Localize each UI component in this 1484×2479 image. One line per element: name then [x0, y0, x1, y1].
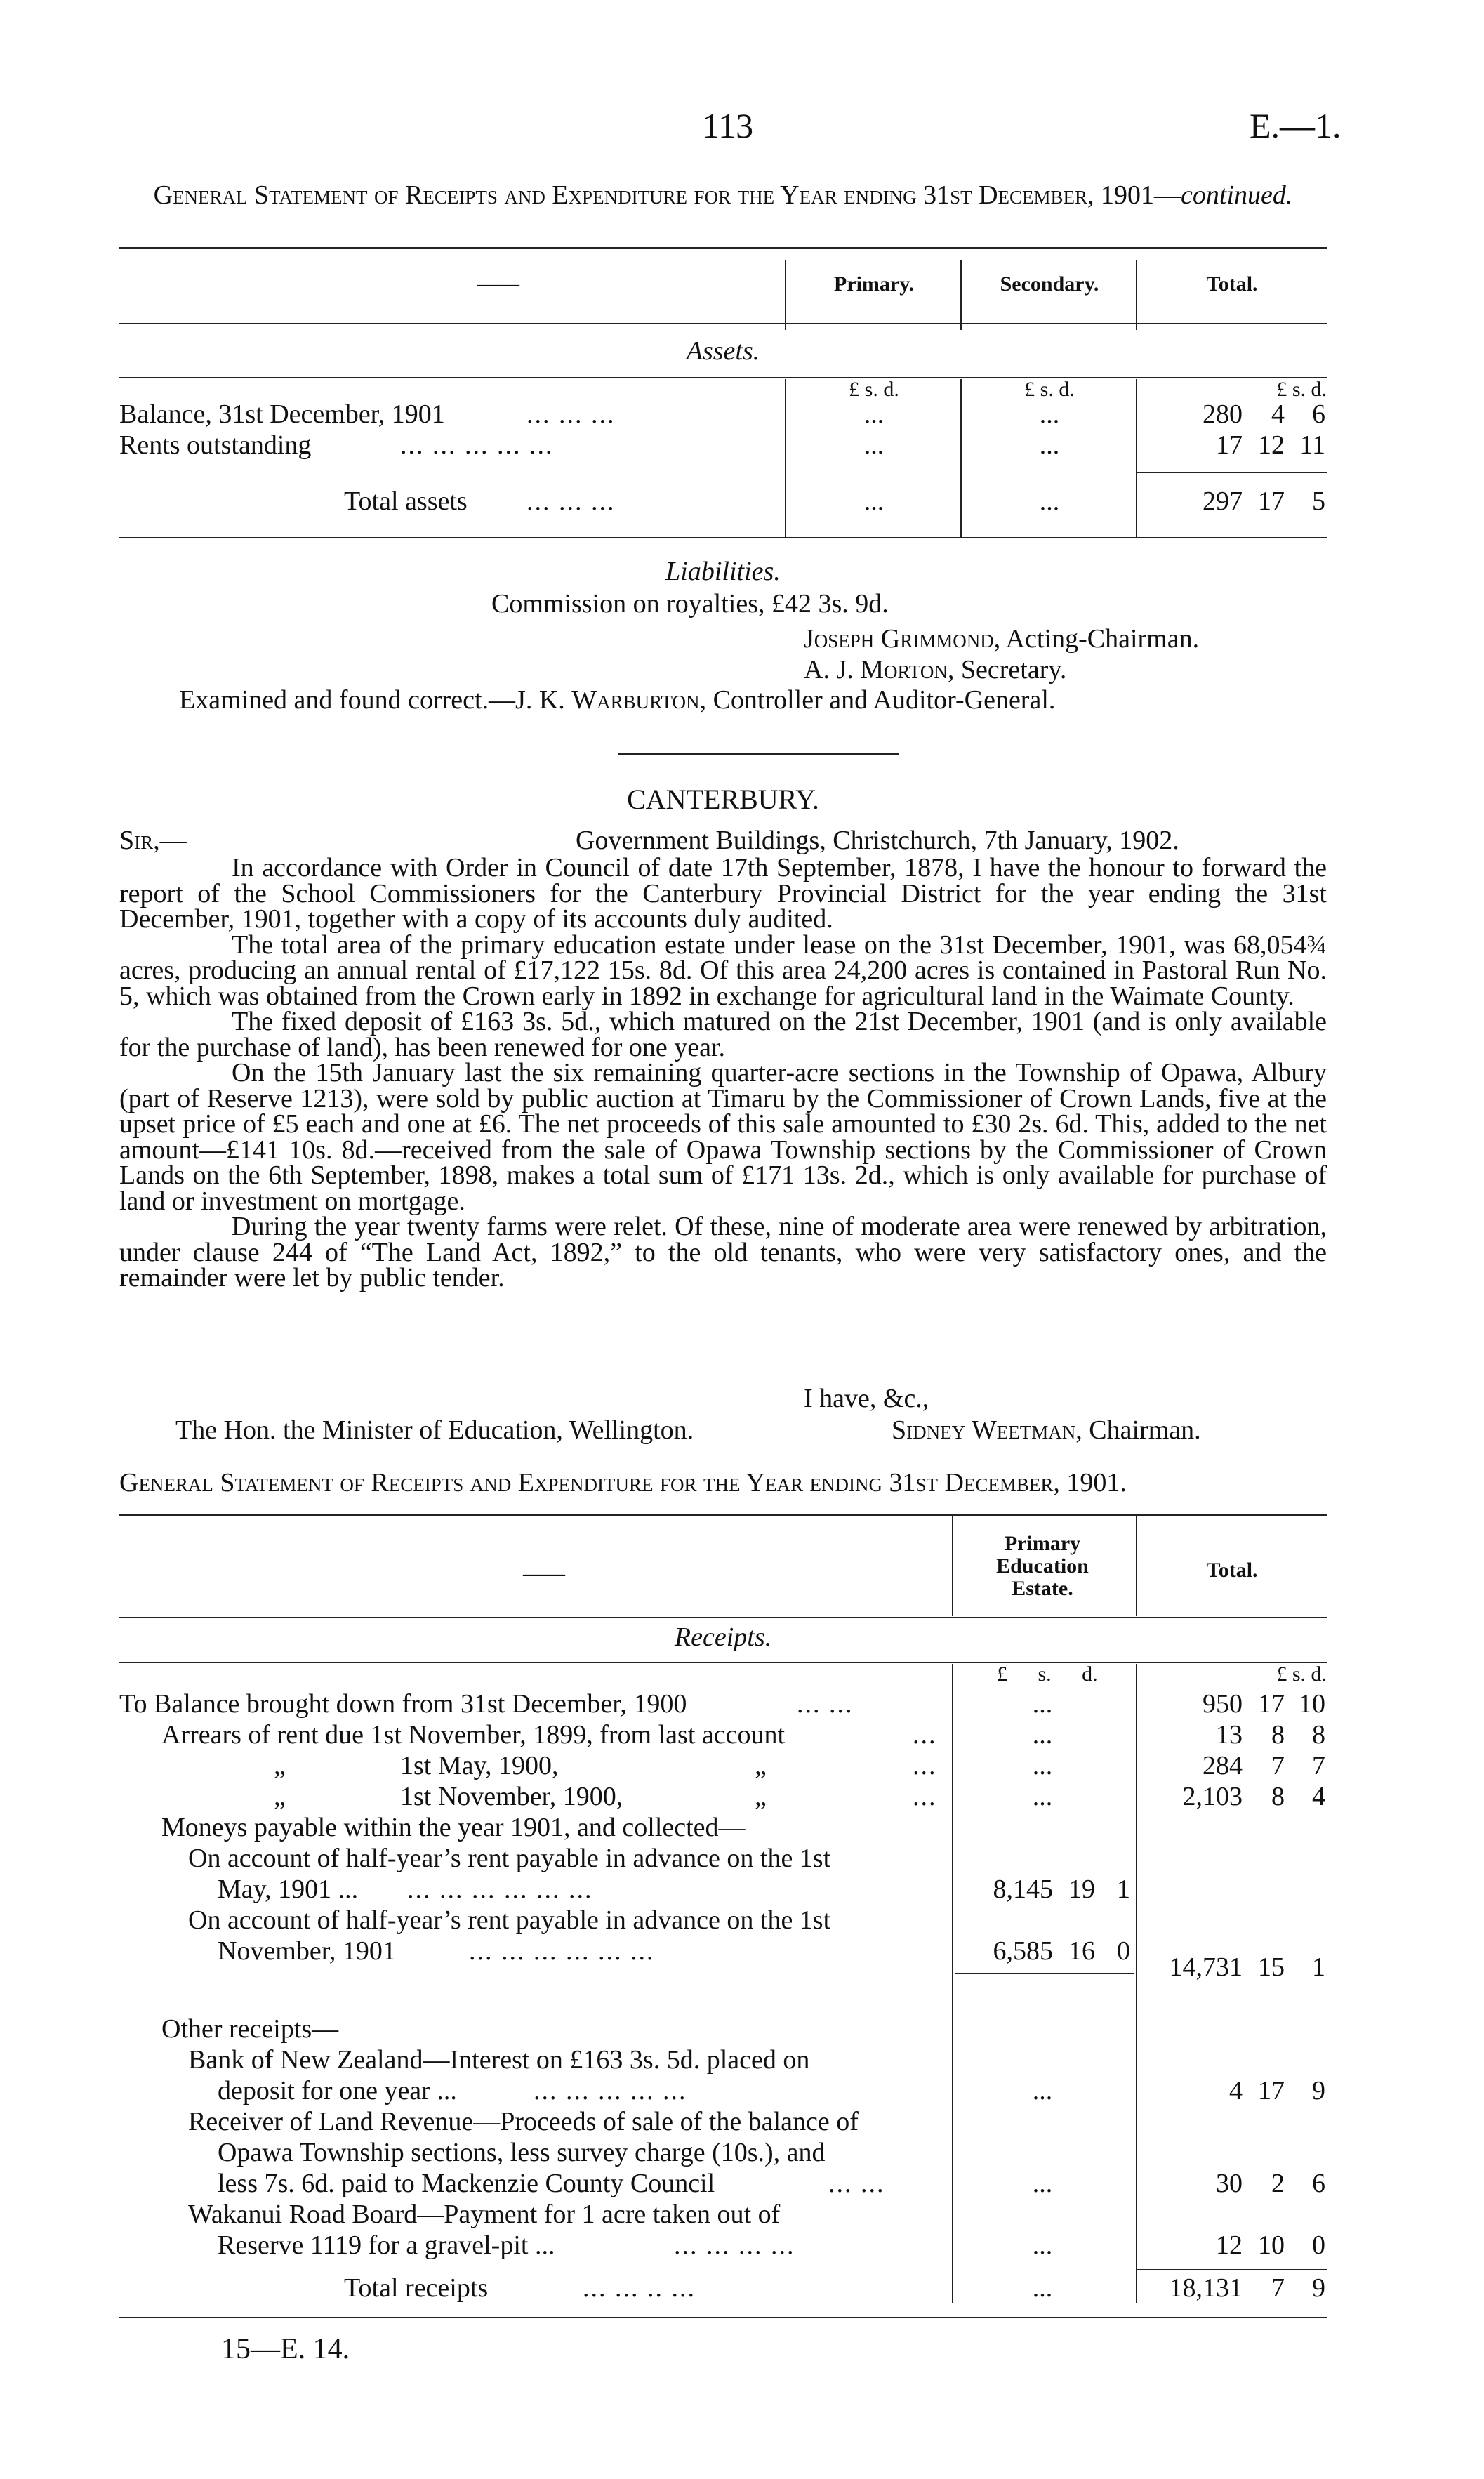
cell-pounds: 2,103	[1182, 1782, 1243, 1811]
units-total: £ s. d.	[1276, 1662, 1327, 1686]
table-row-label: 1st May, 1900,	[400, 1751, 559, 1780]
cell-pence: 1	[1117, 1875, 1130, 1904]
receipts-heading: Receipts.	[674, 1622, 772, 1652]
cell-primary: ...	[1032, 1751, 1053, 1780]
table-row-label: Bank of New Zealand—Interest on £163 3s. 5d. placed on	[188, 2045, 810, 2075]
table-row-label: Arrears of rent due 1st November, 1899, from last account	[161, 1720, 786, 1750]
cell-pence: 5	[1312, 487, 1325, 516]
cell-shillings: 15	[1258, 1952, 1285, 1982]
cell-pounds: 284	[1203, 1751, 1243, 1780]
paragraph: On the 15th January last the six remaining quarter-acre sections in the Township of Opawa, Albury (part of Reserve 1213), were sold by public auction at Timaru by the Commissioner of Crown Lands, five at the upset price of £5 each and one at £6. The net proceeds of this sale amounted to £30 2s. 6d. This, added to the net amount—£141 10s. 8d.—received from the sale of Opawa Township sections by the Commissioner of Crown Lands on the 6th September, 1898, makes a total sum of £171 13s. 2d., which is only available for purchase of land or investment on mortgage.	[119, 1058, 1327, 1216]
cell-pence: 4	[1312, 1782, 1325, 1811]
cell-pence: 8	[1312, 1720, 1325, 1750]
signature-chairman: Joseph Grimmond, Acting-Chairman.	[804, 624, 1200, 654]
letter-closing: I have, &c.,	[804, 1384, 929, 1413]
total-assets-label: Total assets	[344, 487, 468, 516]
cell-pence: 0	[1117, 1936, 1130, 1966]
section-heading-canterbury: CANTERBURY.	[627, 784, 819, 815]
cell-pounds: 12	[1216, 2230, 1243, 2260]
units-primary: £ s. d.	[997, 1662, 1098, 1686]
page-reference: E.—1.	[1250, 106, 1341, 145]
leader-dots: ...	[913, 1782, 937, 1811]
leader-dots: ... ... ...	[526, 399, 616, 429]
cell-secondary: ...	[1039, 430, 1060, 460]
cell-shillings: 19	[1068, 1875, 1095, 1904]
cell-pence: 9	[1312, 2273, 1325, 2303]
cell-shillings: 8	[1271, 1720, 1285, 1750]
leader-dots: ... ... ... ... ...	[400, 430, 554, 460]
cell-pounds: 950	[1203, 1689, 1243, 1719]
table-row-label: On account of half-year’s rent payable in advance on the 1st	[188, 1844, 831, 1873]
canterbury-statement-title: General Statement of Receipts and Expenditure for the Year ending 31st December, 1901.	[119, 1468, 1127, 1498]
cell-shillings: 7	[1271, 1751, 1285, 1780]
paragraph: In accordance with Order in Council of date 17th September, 1878, I have the honour to forward the report of the School Commissioners for the Canterbury Provincial District for the year ending the 31st December, 1901, together with a copy of its accounts duly audited.	[119, 853, 1327, 934]
col-header-total: Total.	[1206, 272, 1258, 296]
liabilities-heading: Liabilities.	[665, 557, 781, 586]
leader-dots: ...	[913, 1751, 937, 1780]
table-row-label: Opawa Township sections, less survey charge (10s.), and	[218, 2138, 826, 2167]
leader-dots: ... ...	[828, 2169, 885, 2198]
ditto-mark: „	[274, 1751, 286, 1780]
cell-pence: 7	[1312, 1751, 1325, 1780]
table-row-label: Moneys payable within the year 1901, and collected—	[161, 1813, 746, 1842]
table-row-label: Rents outstanding	[119, 430, 312, 460]
leader-dots: ... ... ... ...	[674, 2230, 795, 2260]
cell-shillings: 2	[1271, 2169, 1285, 2198]
ditto-mark: „	[755, 1751, 767, 1780]
cell-pounds: 4	[1229, 2076, 1243, 2106]
cell-shillings: 17	[1258, 487, 1285, 516]
cell-pence: 6	[1312, 399, 1325, 429]
table-row-label: On account of half-year’s rent payable in advance on the 1st	[188, 1905, 831, 1935]
leader-dots: ... ... ... ... ...	[534, 2076, 687, 2106]
assets-heading: Assets.	[686, 336, 760, 366]
col-header-primary: Primary.	[833, 272, 915, 296]
auditor-note: Examined and found correct.—J. K. Warburton, Controller and Auditor-General.	[179, 685, 1056, 715]
units-total: £ s. d.	[1276, 378, 1327, 401]
cell-pence: 1	[1312, 1952, 1325, 1982]
liabilities-text: Commission on royalties, £42 3s. 9d.	[491, 589, 889, 619]
col-header-primary-education-estate: Primary Education Estate.	[996, 1532, 1089, 1600]
cell-primary: ...	[1032, 1689, 1053, 1719]
table-row-label: Wakanui Road Board—Payment for 1 acre taken out of	[188, 2200, 781, 2229]
col-header-secondary: Secondary.	[1000, 272, 1099, 296]
table-row-label: 1st November, 1900,	[400, 1782, 623, 1811]
cell-pounds: 6,585	[993, 1936, 1053, 1966]
paragraph: The total area of the primary education estate under lease on the 31st December, 1901, was 68,054¾ acres, producing an annual rental of £17,122 15s. 8d. Of this area 24,200 acres is contained in Pastoral Run No. 5, which was obtained from the Crown early in 1892 in exchange for agricultural land in the Waimate County.	[119, 930, 1327, 1011]
leader-dots: ... ... ... ... ... ...	[407, 1875, 593, 1904]
col-header-total: Total.	[1206, 1559, 1258, 1582]
ditto-mark: „	[755, 1782, 767, 1811]
cell-primary: ...	[863, 430, 885, 460]
cell-pounds: 18,131	[1169, 2273, 1243, 2303]
cell-pounds: 8,145	[993, 1875, 1053, 1904]
letter-salutation: Sir,—	[119, 826, 187, 855]
cell-shillings: 17	[1258, 1689, 1285, 1719]
cell-primary: ...	[1032, 1782, 1053, 1811]
cell-pounds: 30	[1216, 2169, 1243, 2198]
total-receipts-label: Total receipts	[344, 2273, 489, 2303]
col-header-blank: ——	[523, 1562, 565, 1585]
cell-pounds: 13	[1216, 1720, 1243, 1750]
cell-pounds: 280	[1203, 399, 1243, 429]
cell-pounds: 297	[1203, 487, 1243, 516]
cell-shillings: 12	[1258, 430, 1285, 460]
letter-signatory: Sidney Weetman, Chairman.	[892, 1415, 1201, 1445]
footer-signature-mark: 15—E. 14.	[221, 2333, 350, 2365]
letter-recipient: The Hon. the Minister of Education, Wellington.	[175, 1415, 694, 1445]
cell-primary: ...	[863, 399, 885, 429]
cell-primary: ...	[1032, 2230, 1053, 2260]
units-secondary: £ s. d.	[1024, 378, 1075, 401]
leader-dots: ... ... .. ...	[583, 2273, 696, 2303]
cell-pence: 9	[1312, 2076, 1325, 2106]
cell-shillings: 8	[1271, 1782, 1285, 1811]
leader-dots: ...	[913, 1720, 937, 1750]
cell-pounds: 17	[1216, 430, 1243, 460]
signature-secretary: A. J. Morton, Secretary.	[804, 655, 1067, 685]
col-header-blank: ——	[477, 272, 519, 296]
cell-shillings: 16	[1068, 1936, 1095, 1966]
letter-body	[119, 855, 1327, 1291]
table-row-label: May, 1901 ...	[218, 1875, 359, 1904]
cell-secondary: ...	[1039, 399, 1060, 429]
cell-primary: ...	[1032, 2273, 1053, 2303]
cell-shillings: 17	[1258, 2076, 1285, 2106]
leader-dots: ... ...	[797, 1689, 854, 1719]
page-number: 113	[702, 106, 754, 145]
paragraph: The fixed deposit of £163 3s. 5d., which matured on the 21st December, 1901 (and is only available for the purchase of land), has been renewed for one year.	[119, 1007, 1327, 1062]
cell-primary: ...	[1032, 1720, 1053, 1750]
table-row-label: November, 1901	[218, 1936, 396, 1966]
cell-pence: 11	[1299, 430, 1325, 460]
table-row-label: Other receipts—	[161, 2014, 339, 2044]
cell-pounds: 14,731	[1169, 1952, 1243, 1982]
cell-shillings: 4	[1271, 399, 1285, 429]
ditto-mark: „	[274, 1782, 286, 1811]
table-row-label: Reserve 1119 for a gravel-pit ...	[218, 2230, 555, 2260]
cell-primary: ...	[863, 487, 885, 516]
cell-pence: 6	[1312, 2169, 1325, 2198]
otago-statement-title: General Statement of Receipts and Expenditure for the Year ending 31st December, 1901—continued.	[153, 180, 1293, 210]
leader-dots: ... ... ... ... ... ...	[469, 1936, 655, 1966]
table-row-label: deposit for one year ...	[218, 2076, 457, 2106]
cell-shillings: 7	[1271, 2273, 1285, 2303]
table-row-label: less 7s. 6d. paid to Mackenzie County Council	[218, 2169, 715, 2198]
cell-primary: ...	[1032, 2076, 1053, 2106]
table-row-label: Balance, 31st December, 1901	[119, 399, 445, 429]
cell-primary: ...	[1032, 2169, 1053, 2198]
leader-dots: ... ... ...	[526, 487, 616, 516]
letter-address-date: Government Buildings, Christchurch, 7th January, 1902.	[576, 826, 1179, 855]
cell-secondary: ...	[1039, 487, 1060, 516]
units-primary: £ s. d.	[849, 378, 899, 401]
paragraph: During the year twenty farms were relet. Of these, nine of moderate area were renewed by arbitration, under clause 244 of “The Land Act, 1892,” to the old tenants, who were very satisfactory ones, and the remainder were let by public tender.	[119, 1212, 1327, 1293]
table-row-label: To Balance brought down from 31st December, 1900	[119, 1689, 687, 1719]
cell-pence: 0	[1312, 2230, 1325, 2260]
cell-pence: 10	[1299, 1689, 1325, 1719]
table-row-label: Receiver of Land Revenue—Proceeds of sale of the balance of	[188, 2107, 859, 2136]
cell-shillings: 10	[1258, 2230, 1285, 2260]
